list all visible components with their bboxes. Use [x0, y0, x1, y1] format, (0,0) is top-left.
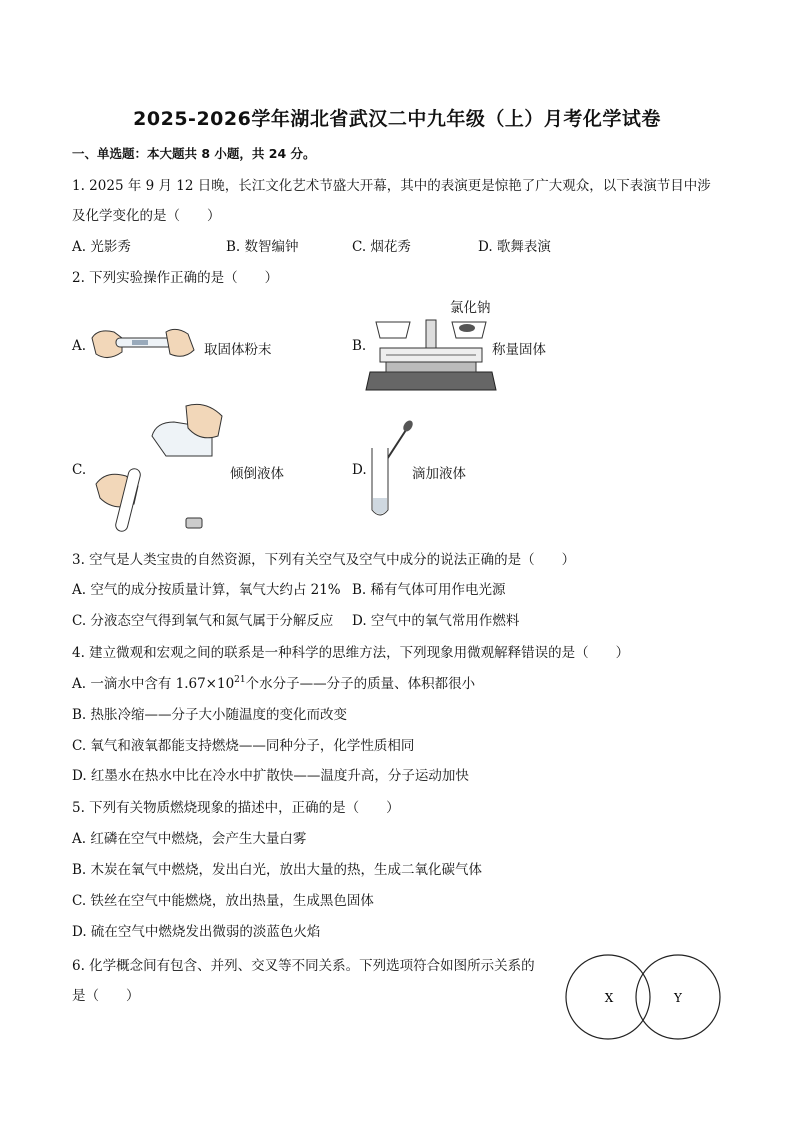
q3-option-d: D. 空气中的氧气常用作燃料 [352, 613, 520, 629]
pouring-liquid-illustration [92, 402, 228, 538]
q4-option-a-exponent: 21 [234, 675, 246, 685]
q4-option-d: D. 红墨水在热水中比在冷水中扩散快——温度升高，分子运动加快 [72, 768, 469, 784]
q1-option-c: C. 烟花秀 [352, 239, 411, 255]
q2-c-letter: C. [72, 462, 87, 478]
q3-option-c: C. 分液态空气得到氧气和氮气属于分解反应 [72, 613, 334, 629]
dropping-liquid-illustration [368, 420, 418, 524]
powder-sampling-illustration [88, 318, 200, 366]
q2-c-caption: 倾倒液体 [230, 466, 284, 482]
q2-stem: 2. 下列实验操作正确的是（ ） [72, 270, 279, 286]
q5-option-c: C. 铁丝在空气中能燃烧，放出热量，生成黑色固体 [72, 893, 374, 909]
q2-b-letter: B. [352, 338, 367, 354]
venn-label-y: Y [674, 991, 682, 1005]
q5-option-a: A. 红磷在空气中燃烧，会产生大量白雾 [72, 831, 307, 847]
q1-option-a: A. 光影秀 [72, 239, 131, 255]
section-header: 一、单选题：本大题共 8 小题，共 24 分。 [72, 146, 316, 161]
q5-option-b: B. 木炭在氧气中燃烧，发出白光，放出大量的热，生成二氧化碳气体 [72, 862, 483, 878]
q5-option-d: D. 硫在空气中燃烧发出微弱的淡蓝色火焰 [72, 924, 321, 940]
q5-stem: 5. 下列有关物质燃烧现象的描述中，正确的是（ ） [72, 800, 400, 816]
q1-option-b: B. 数智编钟 [226, 239, 299, 255]
q4-option-a-pre: A. 一滴水中含有 1.67×10 [72, 676, 235, 692]
q4-option-a-post: 个水分子——分子的质量、体积都很小 [245, 676, 476, 692]
q4-option-a [72, 674, 475, 694]
q2-d-caption: 滴加液体 [412, 466, 466, 482]
q1-stem-line2: 及化学变化的是（ ） [72, 208, 221, 224]
venn-label-x: X [604, 991, 614, 1005]
q3-option-a: A. 空气的成分按质量计算，氧气大约占 21% [72, 582, 341, 598]
venn-diagram [564, 954, 724, 1040]
exam-title: 2025-2026学年湖北省武汉二中九年级（上）月考化学试卷 [133, 108, 661, 130]
q1-stem-line1: 1. 2025 年 9 月 12 日晚，长江文化艺术节盛大开幕，其中的表演更是惊艳了广大观众，以下表演节目中涉 [72, 178, 711, 194]
q3-option-b: B. 稀有气体可用作电光源 [352, 582, 506, 598]
q4-option-c: C. 氧气和液氧都能支持燃烧——同种分子，化学性质相同 [72, 738, 415, 754]
q2-d-letter: D. [352, 462, 367, 478]
q3-stem: 3. 空气是人类宝贵的自然资源，下列有关空气及空气中成分的说法正确的是（ ） [72, 552, 576, 568]
q4-option-b: B. 热胀冷缩——分子大小随温度的变化而改变 [72, 707, 348, 723]
q2-b-label-nacl: 氯化钠 [450, 300, 491, 316]
q2-b-caption: 称量固体 [492, 342, 546, 358]
q1-option-d: D. 歌舞表演 [478, 239, 551, 255]
q2-a-caption: 取固体粉末 [204, 342, 272, 358]
balance-scale-illustration [366, 314, 496, 398]
q6-stem-line1: 6. 化学概念间有包含、并列、交叉等不同关系。下列选项符合如图所示关系的 [72, 958, 535, 974]
q2-a-letter: A. [72, 338, 87, 354]
q4-stem: 4. 建立微观和宏观之间的联系是一种科学的思维方法，下列现象用微观解释错误的是（ ） [72, 645, 630, 661]
q6-stem-line2: 是（ ） [72, 988, 140, 1004]
